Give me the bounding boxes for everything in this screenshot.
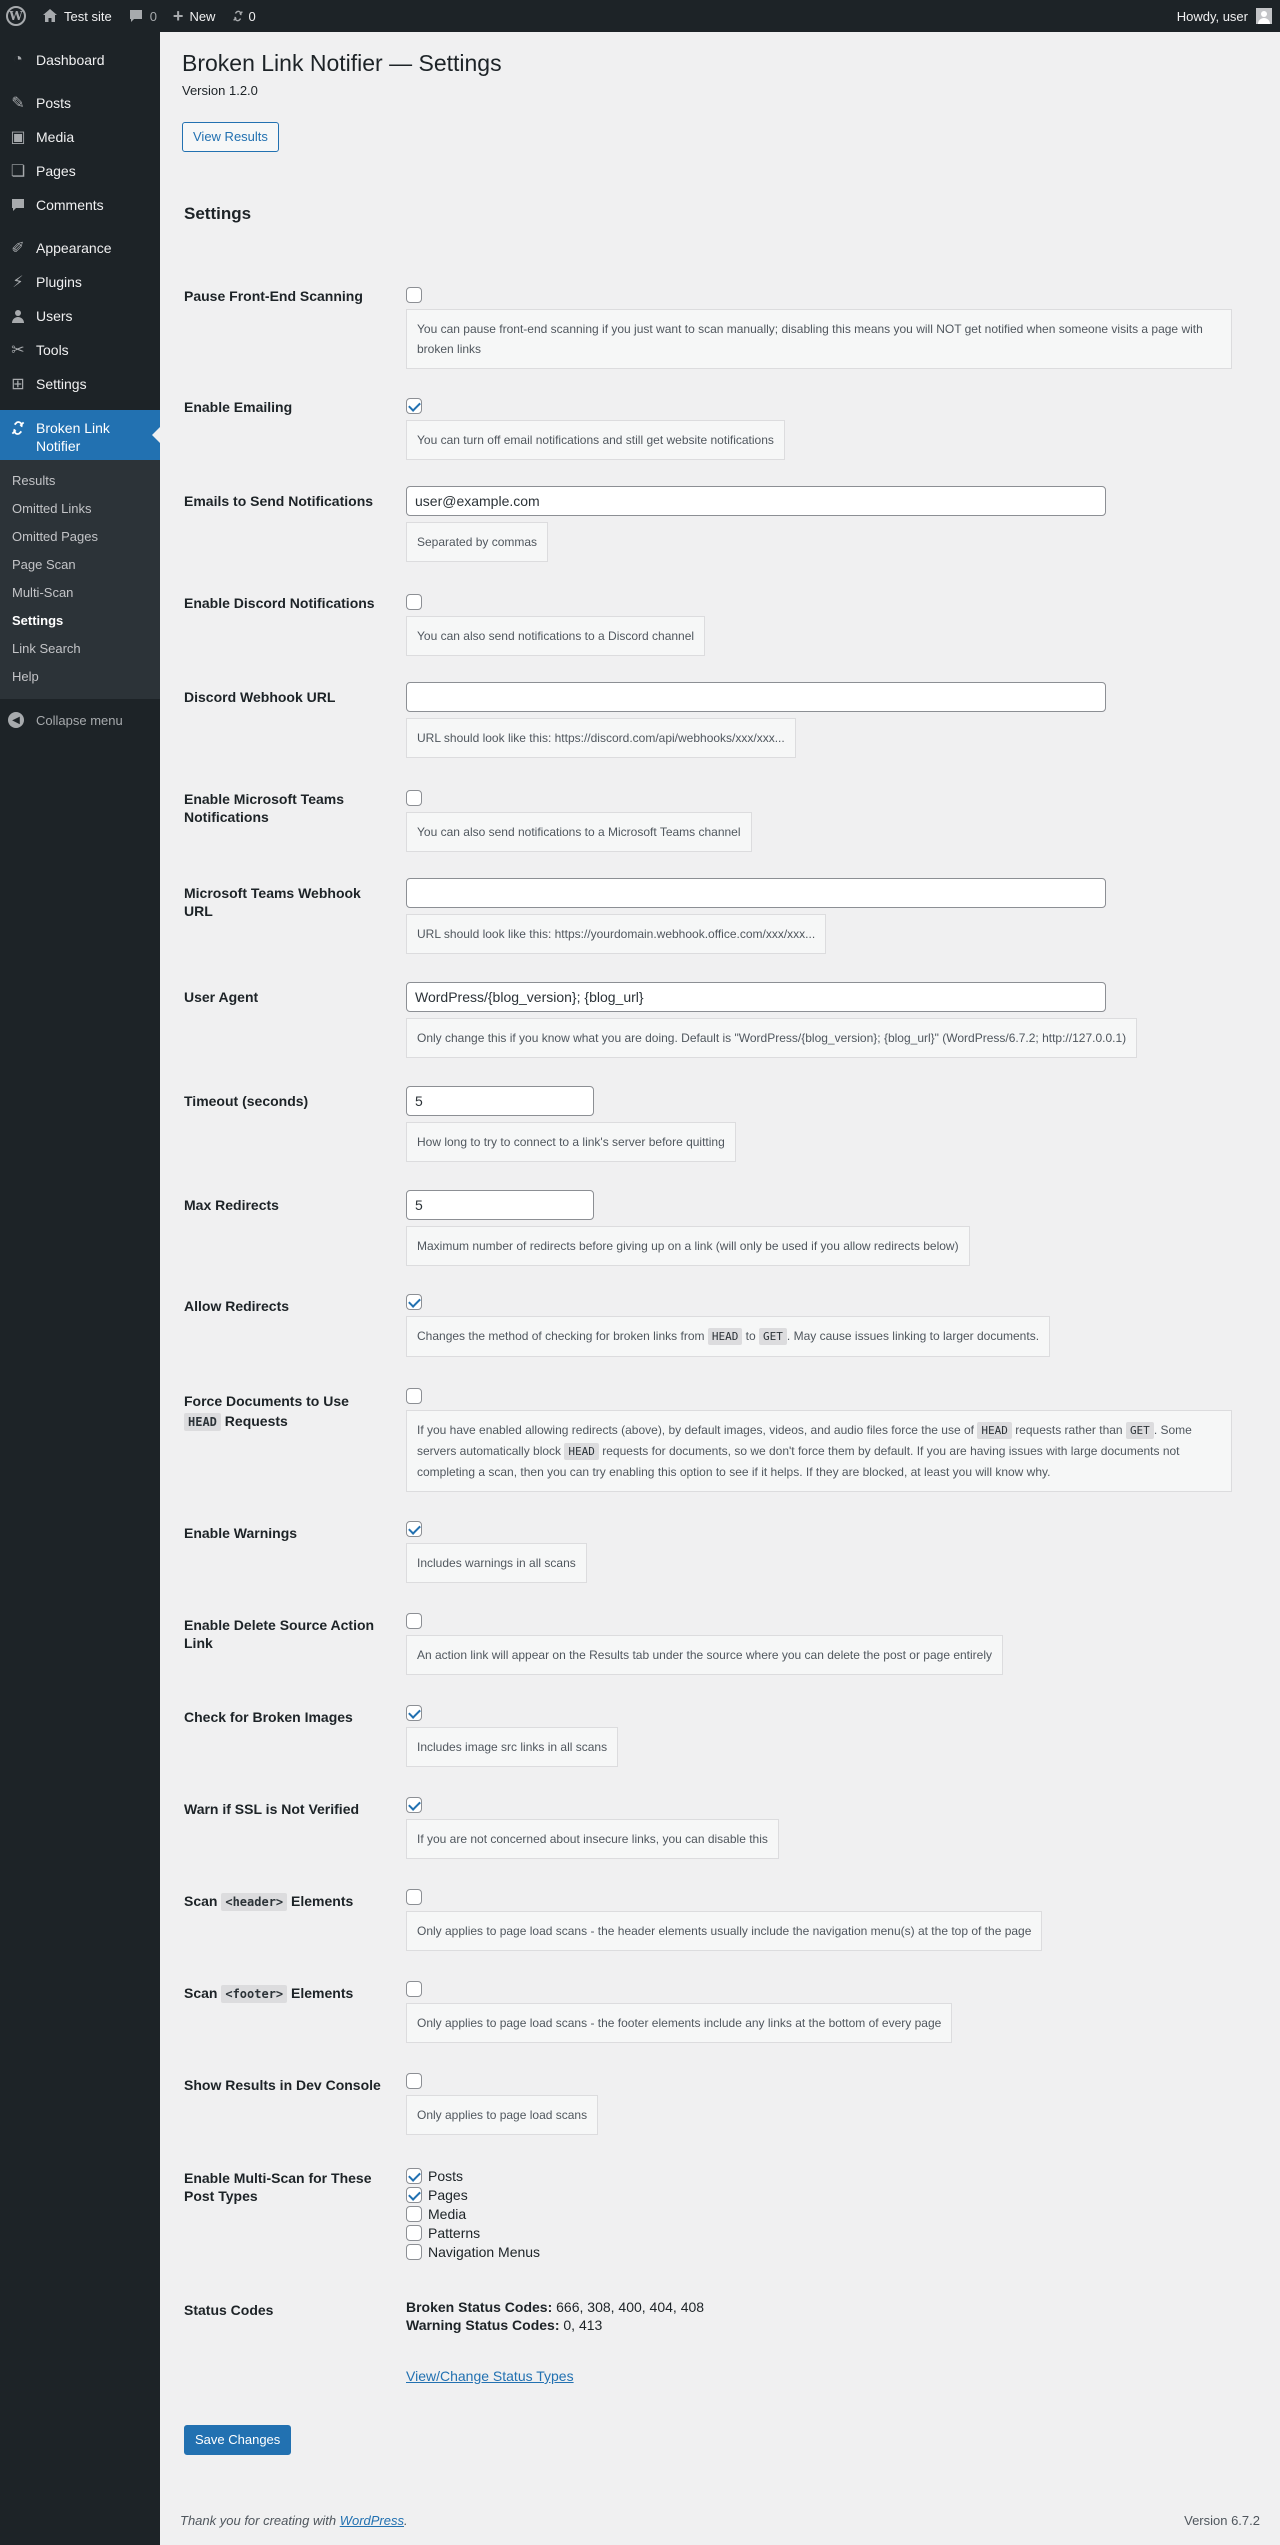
code-head: HEAD (708, 1328, 743, 1345)
comment-icon (8, 197, 28, 213)
sidebar-item-label: Broken Link Notifier (36, 420, 110, 454)
section-title: Settings (184, 204, 252, 223)
site-name: Test site (64, 8, 112, 24)
setting-label: Enable Discord Notifications (184, 595, 375, 611)
setting-description: How long to try to connect to a link's server before quitting (406, 1122, 736, 1162)
broken-status-codes: Broken Status Codes: 666, 308, 400, 404, 408 (406, 2299, 705, 2315)
enable-discord-checkbox[interactable] (406, 594, 422, 610)
post-type-checkbox[interactable] (406, 2187, 422, 2203)
my-account-link[interactable] (1169, 0, 1280, 32)
sidebar-item-label: Dashboard (36, 52, 105, 68)
submenu-multi-scan[interactable]: Multi-Scan (12, 585, 74, 600)
discord-webhook-input[interactable] (406, 682, 1106, 712)
submenu-omitted-links[interactable]: Omitted Links (12, 501, 92, 516)
pages-icon: ❏ (10, 163, 26, 180)
sidebar-item-plugins[interactable] (0, 265, 160, 299)
new-content-link[interactable] (165, 0, 224, 32)
setting-label: Scan <header> Elements (184, 1893, 354, 1909)
submenu-page-scan[interactable]: Page Scan (12, 557, 76, 572)
broken-link-icon (8, 419, 28, 437)
sidebar-item-label: Appearance (36, 240, 112, 256)
save-changes-button[interactable]: Save Changes (184, 2425, 291, 2455)
warning-status-codes: Warning Status Codes: 0, 413 (406, 2317, 603, 2333)
sidebar-item-tools[interactable] (0, 333, 160, 367)
setting-description: URL should look like this: https://yourdomain.webhook.office.com/xxx/xxx... (406, 914, 826, 954)
sidebar-item-label: Pages (36, 163, 76, 179)
plus-icon: + (172, 5, 184, 26)
setting-label: Enable Warnings (184, 1525, 298, 1541)
broken-link-icon (231, 9, 245, 23)
post-type-label: Navigation Menus (428, 2243, 541, 2260)
footer-thanks: Thank you for creating with WordPress. (180, 2513, 408, 2528)
admin-bar (0, 0, 1280, 32)
setting-label: Discord Webhook URL (184, 689, 336, 705)
post-type-option[interactable] (406, 2223, 1260, 2242)
submenu-help[interactable]: Help (12, 669, 39, 684)
delete-source-checkbox[interactable] (406, 1613, 422, 1629)
brush-icon: ✐ (11, 240, 25, 257)
pause-scanning-checkbox[interactable] (406, 287, 422, 303)
code-head: HEAD (977, 1422, 1012, 1439)
setting-description: You can turn off email notifications and still get website notifications (406, 420, 785, 460)
submenu-results[interactable]: Results (12, 473, 56, 488)
setting-label: Pause Front-End Scanning (184, 288, 363, 304)
wordpress-logo-button[interactable] (0, 0, 34, 32)
code-head: HEAD (564, 1443, 599, 1460)
code-get: GET (759, 1328, 787, 1345)
footer-version: Version 6.7.2 (1184, 2513, 1260, 2528)
setting-description: Maximum number of redirects before giving up on a link (will only be used if you allow redirects below) (406, 1226, 970, 1266)
plugin-icon: ⚡ (12, 274, 24, 291)
setting-description: Includes image src links in all scans (406, 1727, 618, 1767)
dashboard-icon: ◔ (13, 51, 23, 68)
settings-icon: ⊞ (11, 376, 25, 393)
label-code-footer: <footer> (221, 1985, 287, 2003)
pin-icon: ✎ (11, 95, 25, 112)
setting-label: Enable Microsoft Teams Notifications (184, 791, 345, 825)
setting-label: Force Documents to Use HEAD Requests (184, 1393, 349, 1429)
setting-label: Enable Emailing (184, 399, 293, 415)
user-agent-input[interactable]: WordPress/{blog_version}; {blog_url} (406, 982, 1106, 1012)
setting-description: If you are not concerned about insecure links, you can disable this (406, 1819, 779, 1859)
admin-sidebar (0, 32, 160, 2545)
sidebar-item-posts[interactable] (0, 86, 160, 120)
new-label: New (189, 8, 216, 24)
site-name-link[interactable] (34, 0, 120, 32)
setting-description: You can pause front-end scanning if you just want to scan manually; disabling this means you will NOT get notified when someone visits a page with broken links (406, 309, 1232, 369)
collapse-menu-button[interactable] (0, 703, 160, 737)
comments-link[interactable] (120, 0, 165, 32)
view-results-button[interactable]: View Results (182, 122, 279, 152)
setting-label: Timeout (seconds) (184, 1093, 309, 1109)
post-type-option[interactable] (406, 2242, 1260, 2261)
view-change-status-types-link[interactable]: View/Change Status Types (406, 2368, 574, 2384)
setting-description: An action link will appear on the Results tab under the source where you can delete the post or page entirely (406, 1635, 1003, 1675)
sidebar-item-pages[interactable] (0, 154, 160, 188)
setting-label: Check for Broken Images (184, 1709, 353, 1725)
submenu-link-search[interactable]: Link Search (12, 641, 81, 656)
post-type-option[interactable] (406, 2166, 1260, 2185)
post-type-option[interactable] (406, 2185, 1260, 2204)
sidebar-item-comments[interactable] (0, 188, 160, 222)
setting-label: Scan <footer> Elements (184, 1985, 354, 2001)
enable-emailing-checkbox[interactable] (406, 398, 422, 414)
sidebar-item-label: Users (36, 308, 73, 324)
sidebar-item-label: Tools (36, 342, 69, 358)
setting-description: If you have enabled allowing redirects (above), by default images, videos, and audio files force the use of HEAD requests rather than GET . Some servers automatically block HEAD requests for documents, so we don't force them by default. If you are having issues with large documents not completing a scan, then you can try enabling this option to see if it helps. If they are blocked, at least you will know why. (406, 1410, 1232, 1492)
setting-label: Show Results in Dev Console (184, 2077, 381, 2093)
sidebar-item-label: Comments (36, 197, 104, 213)
main-content (182, 32, 1260, 2447)
greeting: Howdy, user (1176, 8, 1248, 24)
emails-input[interactable]: user@example.com (406, 486, 1106, 516)
media-icon: ▣ (10, 129, 26, 146)
setting-description: Separated by commas (406, 522, 548, 562)
sidebar-item-broken-link-notifier[interactable] (0, 410, 160, 460)
sidebar-item-label: Posts (36, 95, 72, 111)
post-type-checkbox[interactable] (406, 2206, 422, 2222)
setting-description: Only applies to page load scans (406, 2095, 598, 2135)
sidebar-item-media[interactable] (0, 120, 160, 154)
setting-description: Only applies to page load scans - the footer elements include any links at the bottom of every page (406, 2003, 952, 2043)
user-icon (8, 308, 28, 324)
setting-label: Status Codes (184, 2302, 274, 2318)
enable-warnings-checkbox[interactable] (406, 1521, 422, 1537)
timeout-input[interactable]: 5 (406, 1086, 594, 1116)
post-type-checkbox[interactable] (406, 2244, 422, 2260)
submenu-settings[interactable]: Settings (12, 613, 64, 628)
code-get: GET (1126, 1422, 1154, 1439)
enable-teams-checkbox[interactable] (406, 790, 422, 806)
post-type-label: Posts (428, 2167, 464, 2184)
max-redirects-input[interactable]: 5 (406, 1190, 594, 1220)
page-title: Broken Link Notifier — Settings (182, 50, 502, 76)
collapse-arrow-icon: ◀ (8, 712, 24, 728)
setting-description: URL should look like this: https://discord.com/api/webhooks/xxx/xxx... (406, 718, 796, 758)
comments-count: 0 (149, 8, 157, 24)
ssl-warn-checkbox[interactable] (406, 1797, 422, 1813)
setting-label: Allow Redirects (184, 1298, 290, 1314)
broken-link-notifier-adminbar-link[interactable] (223, 0, 263, 32)
setting-label: Enable Delete Source Action Link (184, 1617, 375, 1651)
comment-icon (128, 8, 144, 24)
post-type-checkbox[interactable] (406, 2168, 422, 2184)
setting-label: Max Redirects (184, 1197, 279, 1213)
wrench-icon: ✂ (11, 342, 25, 359)
setting-label: Emails to Send Notifications (184, 493, 374, 509)
label-code-header: <header> (221, 1893, 287, 1911)
wordpress-logo-icon: W (6, 6, 26, 26)
plugin-version: Version 1.2.0 (182, 83, 258, 98)
sidebar-item-settings[interactable] (0, 367, 160, 401)
label-code-head: HEAD (184, 1413, 221, 1431)
submenu-omitted-pages[interactable]: Omitted Pages (12, 529, 98, 544)
sidebar-item-users[interactable] (0, 299, 160, 333)
sidebar-item-label: Plugins (36, 274, 82, 290)
broken-images-checkbox[interactable] (406, 1705, 422, 1721)
setting-description: Only change this if you know what you are doing. Default is "WordPress/{blog_version}; {blog_url}" (WordPress/6.7.2; http://127.0.0.1) (406, 1018, 1137, 1058)
setting-label: Microsoft Teams Webhook URL (184, 885, 361, 919)
allow-redirects-checkbox[interactable] (406, 1294, 422, 1310)
post-type-label: Media (428, 2205, 467, 2222)
sidebar-item-appearance[interactable] (0, 231, 160, 265)
avatar (1256, 8, 1272, 24)
setting-label: Warn if SSL is Not Verified (184, 1801, 360, 1817)
setting-description: Only applies to page load scans - the header elements usually include the navigation menu(s) at the top of the page (406, 1911, 1042, 1951)
scan-header-checkbox[interactable] (406, 1889, 422, 1905)
setting-label: User Agent (184, 989, 259, 1005)
teams-webhook-input[interactable] (406, 878, 1106, 908)
wordpress-link[interactable]: WordPress (339, 2513, 404, 2528)
post-type-label: Patterns (428, 2224, 481, 2241)
post-type-checkbox[interactable] (406, 2225, 422, 2241)
setting-description: You can also send notifications to a Microsoft Teams channel (406, 812, 752, 852)
post-type-option[interactable] (406, 2204, 1260, 2223)
plugin-count: 0 (248, 8, 256, 24)
sidebar-item-label: Settings (36, 376, 87, 392)
setting-description: Includes warnings in all scans (406, 1543, 587, 1583)
scan-footer-checkbox[interactable] (406, 1981, 422, 1997)
sidebar-item-dashboard[interactable] (0, 43, 160, 77)
plugin-submenu (0, 460, 160, 699)
force-head-checkbox[interactable] (406, 1388, 422, 1404)
post-type-label: Pages (428, 2186, 468, 2203)
home-icon (42, 8, 58, 24)
dev-console-checkbox[interactable] (406, 2073, 422, 2089)
collapse-menu-label: Collapse menu (36, 712, 123, 728)
setting-description: You can also send notifications to a Discord channel (406, 616, 705, 656)
sidebar-item-label: Media (36, 129, 75, 145)
setting-description: Changes the method of checking for broken links from HEAD to GET . May cause issues linking to larger documents. (406, 1316, 1050, 1357)
setting-label: Enable Multi-Scan for These Post Types (184, 2170, 372, 2204)
